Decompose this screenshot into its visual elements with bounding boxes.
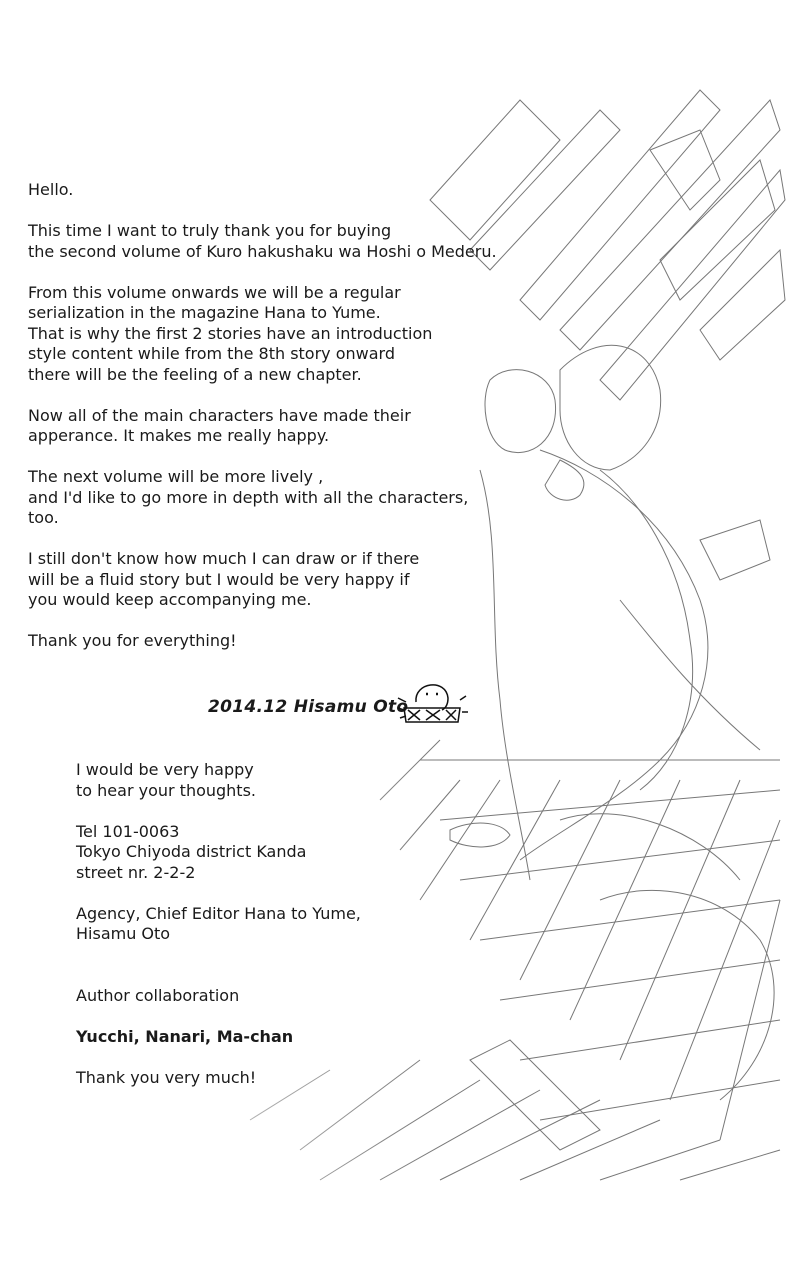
letter-paragraph-characters: Now all of the main characters have made their apperance. It makes me really happy. [28, 405, 411, 445]
author-letter [28, 180, 498, 672]
ghost-mascot-icon [396, 668, 468, 724]
letter-paragraph-future: I still don't know how much I can draw or if there will be a fluid story but I would be very happy if you would keep accompanying me. [28, 549, 420, 609]
author-signature [208, 697, 408, 717]
letter-greeting: Hello. [28, 180, 74, 199]
collab-names: Yucchi, Nanari, Ma-chan [76, 1026, 294, 1046]
collab-label: Author collaboration [76, 985, 240, 1005]
contact-thanks: Thank you very much! [76, 1067, 257, 1087]
contact-address: Tel 101-0063 Tokyo Chiyoda district Kanda street nr. 2-2-2 [76, 821, 307, 882]
letter-closing: Thank you for everything! [28, 631, 237, 650]
contact-agency: Agency, Chief Editor Hana to Yume, Hisamu Oto [76, 903, 361, 943]
contact-intro: I would be very happy to hear your thoughts. [76, 760, 256, 800]
letter-paragraph-next-volume: The next volume will be more lively , and I'd like to go more in depth with all the characters, too. [28, 467, 469, 527]
letter-paragraph-serialization: From this volume onwards we will be a regular serialization in the magazine Hana to Yume. That is why the first 2 stories have an introduction style content while from the 8th story onward there will be the feeling of a new chapter. [28, 282, 433, 384]
contact-info [76, 760, 396, 1109]
signature-text: 2014.12 Hisamu Oto [208, 697, 409, 717]
author-collaboration [76, 965, 396, 1047]
letter-paragraph-thanks: This time I want to truly thank you for buying the second volume of Kuro hakushaku wa Hoshi o Mederu. [28, 221, 497, 261]
